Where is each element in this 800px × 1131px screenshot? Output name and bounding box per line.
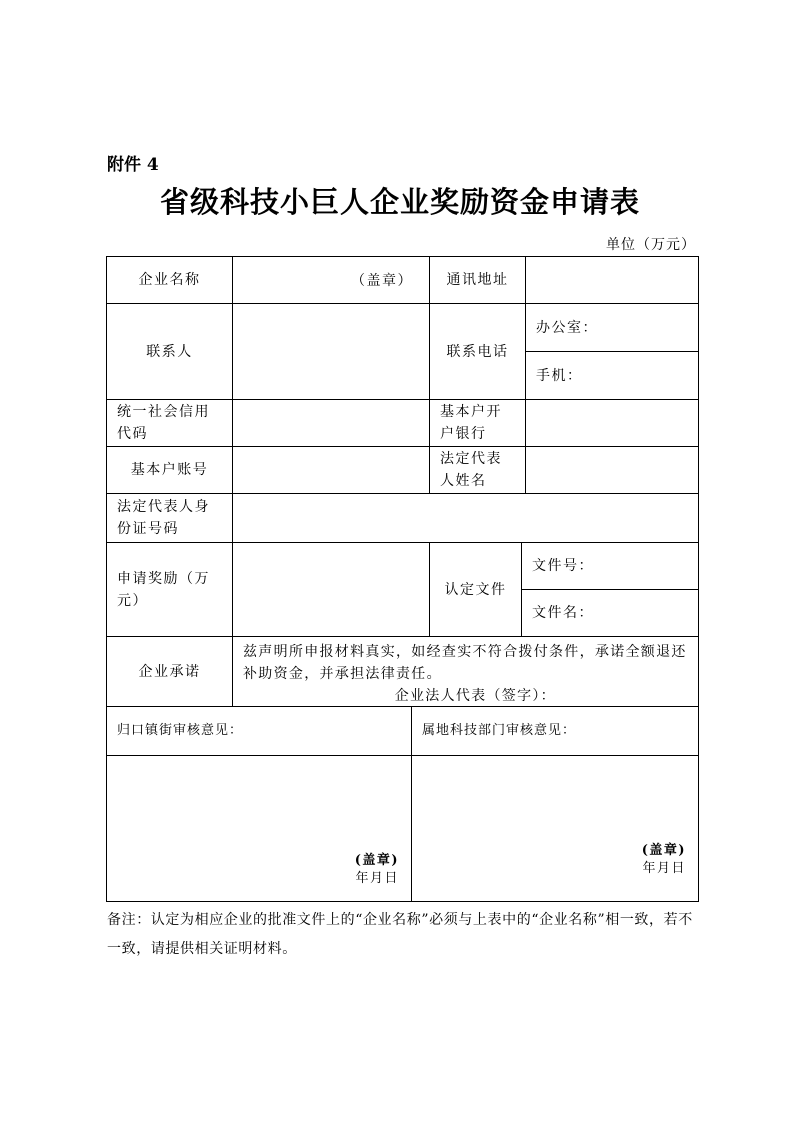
phone-label: 联系电话 [429, 303, 526, 400]
town-date-label: 年月日 [355, 871, 399, 886]
legal-id-label: 法定代表人身份证号码 [106, 493, 233, 543]
form-title: 省级科技小巨人企业奖励资金申请表 [159, 185, 640, 219]
account-label: 基本户账号 [106, 446, 233, 494]
company-name-label: 企业名称 [106, 256, 233, 304]
attachment-label: 附件 4 [107, 155, 159, 175]
cert-label: 认定文件 [429, 542, 522, 637]
credit-code-label: 统一社会信用代码 [106, 399, 233, 447]
pledge-label: 企业承诺 [106, 636, 233, 707]
dept-review-label: 属地科技部门审核意见： [411, 706, 699, 756]
pledge-signature[interactable]: 企业法人代表（签字）： [394, 688, 556, 704]
dept-date-label: 年月日 [642, 861, 686, 876]
award-field[interactable] [232, 542, 430, 637]
dept-review-field[interactable] [411, 755, 699, 902]
stamp-label: （盖章） [351, 273, 413, 289]
footnote: 备注：认定为相应企业的批准文件上的“企业名称”必须与上表中的“企业名称”相一致，若不一致，请提供相关证明材料。 [107, 912, 693, 957]
legal-id-field[interactable] [232, 493, 699, 543]
office-phone-field[interactable]: 办公室： [525, 303, 699, 352]
town-review-label: 归口镇街审核意见： [106, 706, 412, 756]
legal-rep-field[interactable] [525, 446, 699, 494]
pledge-box [232, 636, 699, 707]
contact-label: 联系人 [106, 303, 233, 400]
dept-seal-block [642, 842, 686, 878]
bank-label: 基本户开户银行 [429, 399, 526, 447]
address-field[interactable] [525, 256, 699, 304]
contact-field[interactable] [232, 303, 430, 400]
dept-seal-label: (盖章) [641, 843, 686, 858]
account-field[interactable] [232, 446, 430, 494]
mobile-field[interactable]: 手机： [525, 351, 699, 400]
credit-code-field[interactable] [232, 399, 430, 447]
bank-field[interactable] [525, 399, 699, 447]
doc-number-field[interactable]: 文件号： [521, 542, 699, 590]
legal-rep-label: 法定代表人姓名 [429, 446, 526, 494]
town-review-field[interactable] [106, 755, 412, 902]
address-label: 通讯地址 [429, 256, 526, 304]
award-label: 申请奖励（万元） [106, 542, 233, 637]
town-seal-block [355, 852, 399, 888]
company-name-field[interactable] [232, 256, 430, 304]
doc-name-field[interactable]: 文件名： [521, 589, 699, 637]
pledge-text: 兹声明所申报材料真实，如经查实不符合拨付条件，承诺全额退还补助资金，并承担法律责任。 [243, 644, 687, 682]
unit-label: 单位（万元） [606, 237, 696, 253]
town-seal-label: (盖章) [354, 853, 399, 868]
